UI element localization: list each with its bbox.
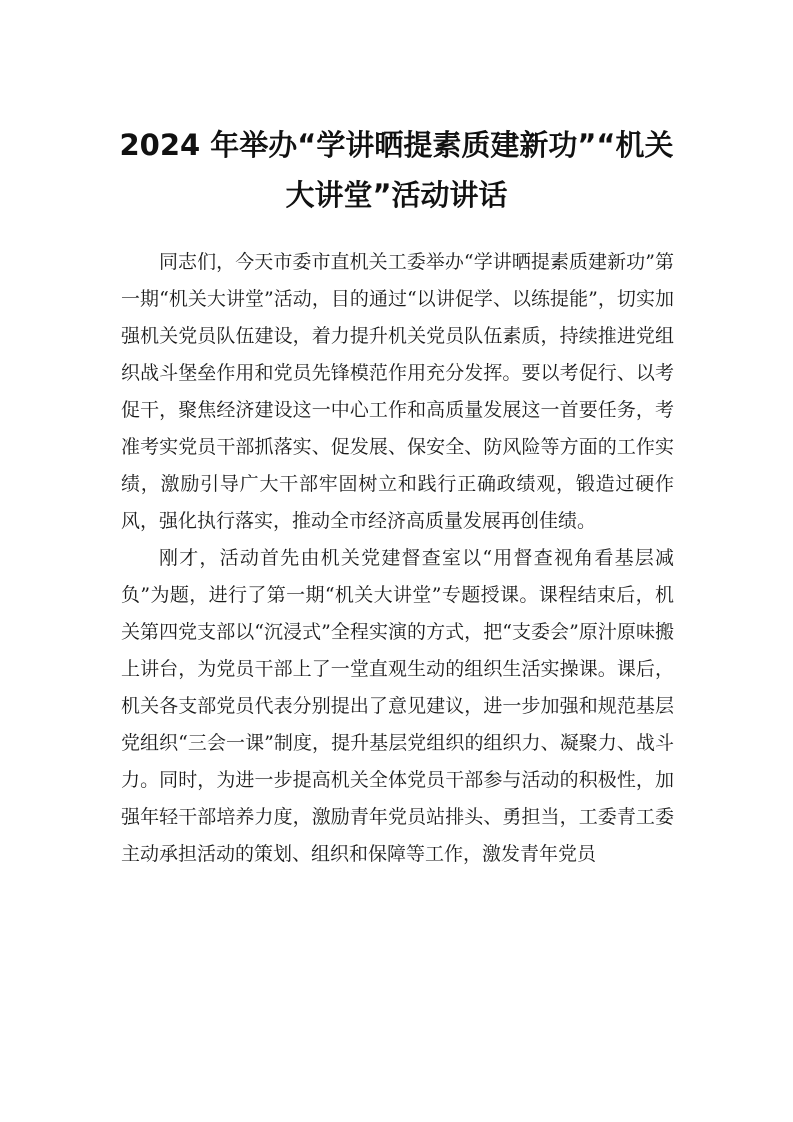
paragraph-1: 同志们，今天市委市直机关工委举办“学讲晒提素质建新功”第一期“机关大讲堂”活动，目的通过“以讲促学、以练提能”，切实加强机关党员队伍建设，着力提升机关党员队伍素质，持续推进党组织战斗堡垒作用和党员先锋模范作用充分发挥。要以考促行、以考促干，聚焦经济建设这一中心工作和高质量发展这一首要任务，考准考实党员干部抓落实、促发展、保安全、防风险等方面的工作实绩，激励引导广大干部牢固树立和践行正确政绩观，锻造过硬作风，强化执行落实，推动全市经济高质量发展再创佳绩。 bbox=[121, 251, 674, 532]
document-title bbox=[110, 120, 683, 220]
title-line-1: 2024 年举办“学讲晒提素质建新功”“机关 bbox=[119, 128, 674, 162]
title-line-2: 大讲堂”活动讲话 bbox=[285, 178, 508, 212]
paragraph-2: 刚才，活动首先由机关党建督查室以“用督查视角看基层减负”为题，进行了第一期“机关大讲堂”专题授课。课程结束后，机关第四党支部以“沉浸式”全程实演的方式，把“支委会”原汁原味搬上讲台，为党员干部上了一堂直观生动的组织生活实操课。课后，机关各支部党员代表分别提出了意见建议，进一步加强和规范基层党组织“三会一课”制度，提升基层党组织的组织力、凝聚力、战斗力。同时，为进一步提高机关全体党员干部参与活动的积极性，加强年轻干部培养力度，激励青年党员站排头、勇担当，工委青工委主动承担活动的策划、组织和保障等工作，激发青年党员 bbox=[121, 547, 674, 865]
document-body bbox=[121, 244, 674, 873]
